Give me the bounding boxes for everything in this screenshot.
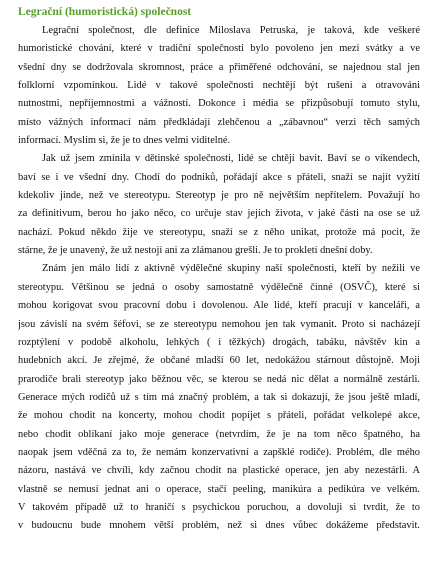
text-line: hudebních akcí. Je zřejmé, že občané mladší 60 let, nedokážou stárnout důstojně. Moji — [18, 355, 420, 367]
text-line: baví se i ve všední dny. Chodí do podniků, pořádají akce s přáteli, snaží se najít vyžití — [18, 171, 420, 183]
text-line: humoristické chování, které v tradiční společnosti bylo povoleno jen mezi svátky a ve — [18, 43, 420, 55]
text-line: že mohou chodit na koncerty, mohou chodit popíjet s přáteli, pořádat velkolepé akce, — [18, 410, 420, 422]
text-line: folklorní vzpomínkou. Lidé v takové společnosti nechtějí být rušeni a otravováni — [18, 80, 420, 92]
text-line: rozptýlení v podobě alkoholu, lehkých ( i těžkých) drogách, tabáku, návštěv kin a — [18, 336, 420, 348]
text-line: za definitivum, berou ho jako něco, co určuje stav jejich života, v jaké části na ose se už — [18, 208, 420, 220]
text-line: všední dny se dodržovala skromnost, práce a přiměřené odchování, se najednou stal jen — [18, 61, 420, 73]
text-line: kdekoliv jinde, než ve stereotypu. Stereotyp je pro ně největším nepřítelem. Považují ho — [18, 190, 420, 202]
document-page — [18, 4, 420, 536]
paragraph-2 — [18, 150, 420, 260]
text-line: místo vážných informací nám předkládají zlehčenou a „zábavnou“ verzi těch samých — [18, 116, 420, 128]
text-line: v budoucnu bude mnohem větší problém, než si dnes vůbec dokážeme představit. — [18, 520, 420, 532]
text-line: vlastně se nemusí jednat ani o operace, stačí peeling, manikúra a pedikúra ve velkém. — [18, 483, 420, 495]
paragraph-3 — [18, 260, 420, 535]
text-line: naopak jsem vděčná za to, že nemám konzervativní a zapšklé rodiče). Problém, dle mého — [18, 446, 420, 458]
text-line: nachází. Pokud někdo žije ve stereotypu, snaží se z něho unikat, protože má pocit, že — [18, 226, 420, 238]
text-line: Jak už jsem zmínila v dětinské společnosti, lidé se chtějí bavit. Baví se o víkendech, — [42, 153, 420, 165]
text-line: názoru, nastává ve chvíli, kdy začnou chodit na plastické operace, jen aby nezestárli. A — [18, 465, 420, 477]
text-line: informací. Myslím si, že je to dnes velmi viditelné. — [18, 135, 231, 147]
text-line: Znám jen málo lidí z aktivně výdělečné skupiny naší společnosti, kteří by nežili ve — [42, 263, 420, 275]
text-line: prarodiče brali stereotyp jako běžnou věc, se kterou se nedá nic dělat a normálně zestárli. — [18, 373, 420, 385]
text-line: mohou korigovat svou pracovní dobu i dovolenou. Ale lidé, kteří pracují v kanceláři, a — [18, 300, 420, 312]
text-line: stárne, že je unavený, že už nestojí ani za zlámanou grešli. Je to prokletí dnešní doby. — [18, 245, 373, 257]
paragraph-1 — [18, 22, 420, 150]
text-line: nebo chodit oblíkaní jako moje generace (netvrdím, že je na tom něco špatného, ha — [18, 428, 420, 440]
text-line: V takovém případě už to hraničí s psychickou poruchou, a dovoluji si tvrdit, že to — [18, 501, 420, 513]
text-line: Generace mých rodičů už s tím má značný problém, a tak si dokazují, že jsou ještě mladí, — [18, 391, 420, 403]
text-line: Legrační společnost, dle definice Miloslava Petruska, je taková, kde veškeré — [42, 25, 420, 36]
section-heading: Legrační (humoristická) společnost — [18, 6, 192, 18]
text-line: jsou závislí na svém šéfovi, se ze stereotypu nemohou jen tak vymanit. Proto si nacházejí — [18, 318, 420, 330]
text-line: nutnostmi, nepříjemnostmi a vážností. Dokonce i média se přizpůsobují tomuto stylu, — [18, 98, 420, 110]
text-line: stereotypu. Většinou se jedná o osoby samostatně výdělečně činné (OSVČ), které si — [18, 281, 420, 293]
